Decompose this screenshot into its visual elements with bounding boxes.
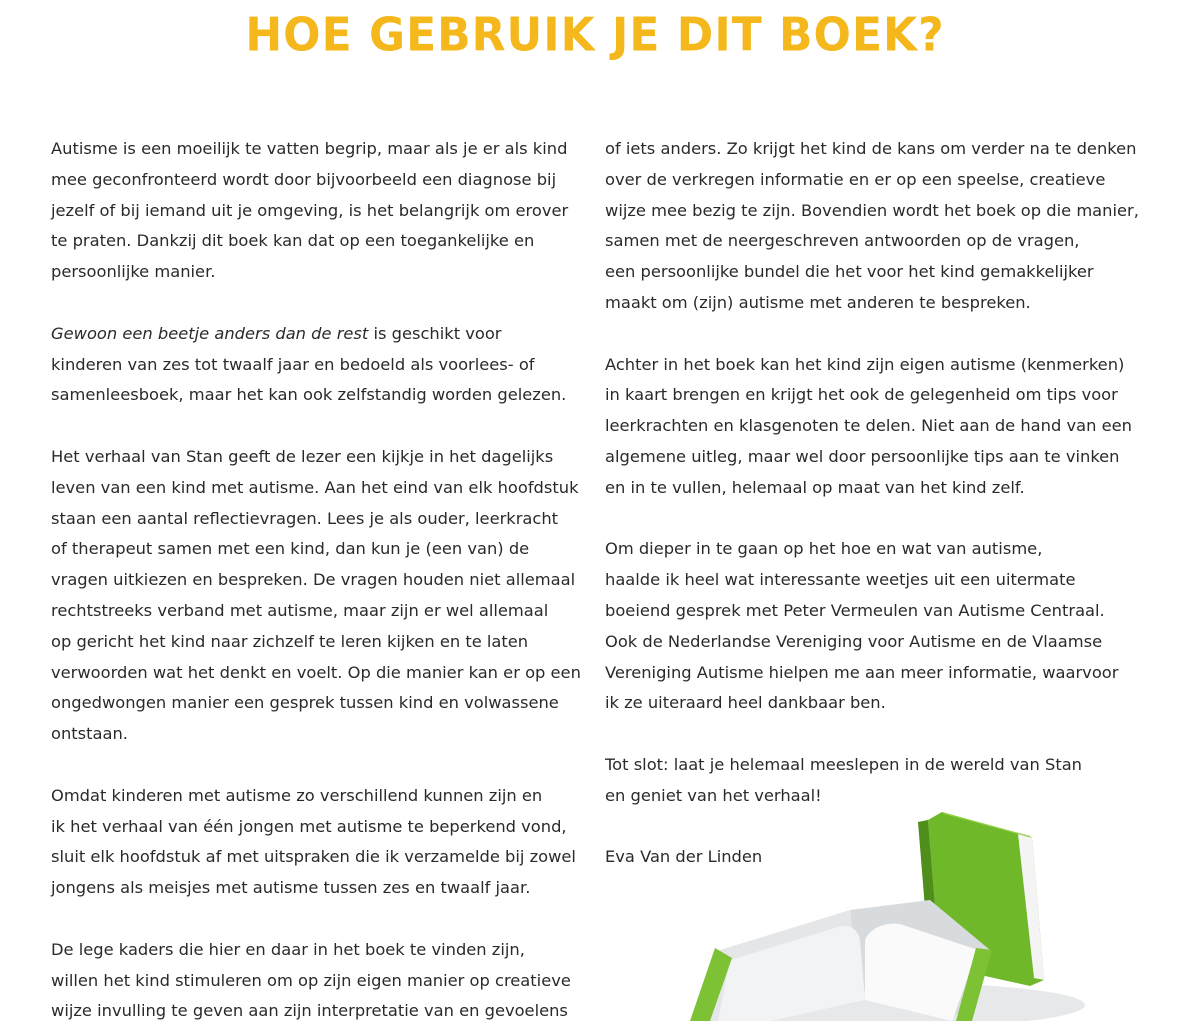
text-line: De lege kaders die hier en daar in het boek te vinden zijn, (51, 939, 525, 959)
text-line: wijze mee bezig te zijn. Bovendien wordt het boek op die manier, (605, 200, 1139, 220)
text-line: jezelf of bij iemand uit je omgeving, is het belangrijk om erover (51, 200, 569, 220)
text-line: samen met de neergeschreven antwoorden op de vragen, (605, 231, 1080, 251)
right-column (605, 134, 1165, 873)
text-line: Ook de Nederlandse Vereniging voor Autisme en de Vlaamse (605, 631, 1103, 651)
text-line: verwoorden wat het denkt en voelt. Op die manier kan er op een (51, 662, 581, 682)
text-line: jongens als meisjes met autisme tussen zes en twaalf jaar. (51, 878, 531, 898)
text-line: boeiend gesprek met Peter Vermeulen van Autisme Centraal. (605, 600, 1105, 620)
text-line: Om dieper in te gaan op het hoe en wat van autisme, (605, 539, 1043, 559)
text-line: ik ze uiteraard heel dankbaar ben. (605, 693, 886, 713)
text-line: ontstaan. (51, 724, 128, 744)
text-line (51, 319, 591, 350)
text-line: mee geconfronteerd wordt door bijvoorbeeld een diagnose bij (51, 169, 557, 189)
text-line: Vereniging Autisme hielpen me aan meer informatie, waarvoor (605, 662, 1119, 682)
text-line: leerkrachten en klasgenoten te delen. Niet aan de hand van een (605, 416, 1132, 436)
paragraph (51, 935, 591, 1027)
book-title: Gewoon een beetje anders dan de rest (51, 323, 369, 343)
paragraph (51, 319, 591, 411)
text-line: Tot slot: laat je helemaal meeslepen in de wereld van Stan (605, 754, 1082, 774)
paragraph (605, 350, 1165, 504)
paragraph (605, 534, 1165, 719)
text-line: samenleesboek, maar het kan ook zelfstandig worden gelezen. (51, 385, 567, 405)
text-line: te praten. Dankzij dit boek kan dat op een toegankelijke en (51, 231, 535, 251)
text-line: op gericht het kind naar zichzelf te leren kijken en te laten (51, 631, 529, 651)
text-line: of therapeut samen met een kind, dan kun je (een van) de (51, 539, 530, 559)
text-line: Autisme is een moeilijk te vatten begrip, maar als je er als kind (51, 139, 568, 158)
text-line: persoonlijke manier. (51, 262, 216, 282)
paragraph (51, 442, 591, 750)
text-line: algemene uitleg, maar wel door persoonlijke tips aan te vinken (605, 446, 1120, 466)
paragraph (605, 134, 1165, 319)
text-line: over de verkregen informatie en er op een speelse, creatieve (605, 169, 1106, 189)
open-book-icon (690, 900, 992, 1021)
text-line: wijze invulling te geven aan zijn interpretatie van en gevoelens (51, 1001, 568, 1021)
text-line: een persoonlijke bundel die het voor het kind gemakkelijker (605, 262, 1094, 282)
author-name: Eva Van der Linden (605, 847, 763, 867)
text-line: leven van een kind met autisme. Aan het eind van elk hoofdstuk (51, 477, 579, 497)
text-line: willen het kind stimuleren om op zijn eigen manier op creatieve (51, 970, 571, 990)
paragraph (51, 781, 591, 904)
text-line: rechtstreeks verband met autisme, maar zijn er wel allemaal (51, 600, 549, 620)
left-column (51, 134, 591, 1027)
text-line: Omdat kinderen met autisme zo verschillend kunnen zijn en (51, 785, 543, 805)
text-line: haalde ik heel wat interessante weetjes uit een uitermate (605, 570, 1076, 590)
text-line: Het verhaal van Stan geeft de lezer een kijkje in het dagelijks (51, 446, 554, 466)
text-line: ik het verhaal van één jongen met autisme te beperkend vond, (51, 816, 567, 836)
text-line: ongedwongen manier een gesprek tussen kind en volwassene (51, 693, 559, 713)
text-line: staan een aantal reflectievragen. Lees je als ouder, leerkracht (51, 508, 559, 528)
text-line: in kaart brengen en krijgt het ook de gelegenheid om tips voor (605, 385, 1118, 405)
page-title: HOE GEBRUIK JE DIT BOEK? (245, 8, 945, 63)
paragraph (51, 134, 591, 288)
text-line: kinderen van zes tot twaalf jaar en bedoeld als voorlees- of (51, 354, 535, 374)
text-line: en in te vullen, helemaal op maat van het kind zelf. (605, 477, 1025, 497)
text-line: en geniet van het verhaal! (605, 785, 822, 805)
text-line: maakt om (zijn) autisme met anderen te bespreken. (605, 292, 1031, 312)
text-line: vragen uitkiezen en bespreken. De vragen houden niet allemaal (51, 570, 576, 590)
books-illustration (660, 800, 1100, 1021)
text-line: sluit elk hoofdstuk af met uitspraken die ik verzamelde bij zowel (51, 847, 576, 867)
text-line: Achter in het boek kan het kind zijn eigen autisme (kenmerken) (605, 354, 1125, 374)
text-line: of iets anders. Zo krijgt het kind de kans om verder na te denken (605, 139, 1137, 158)
text-span: is geschikt voor (368, 323, 502, 343)
